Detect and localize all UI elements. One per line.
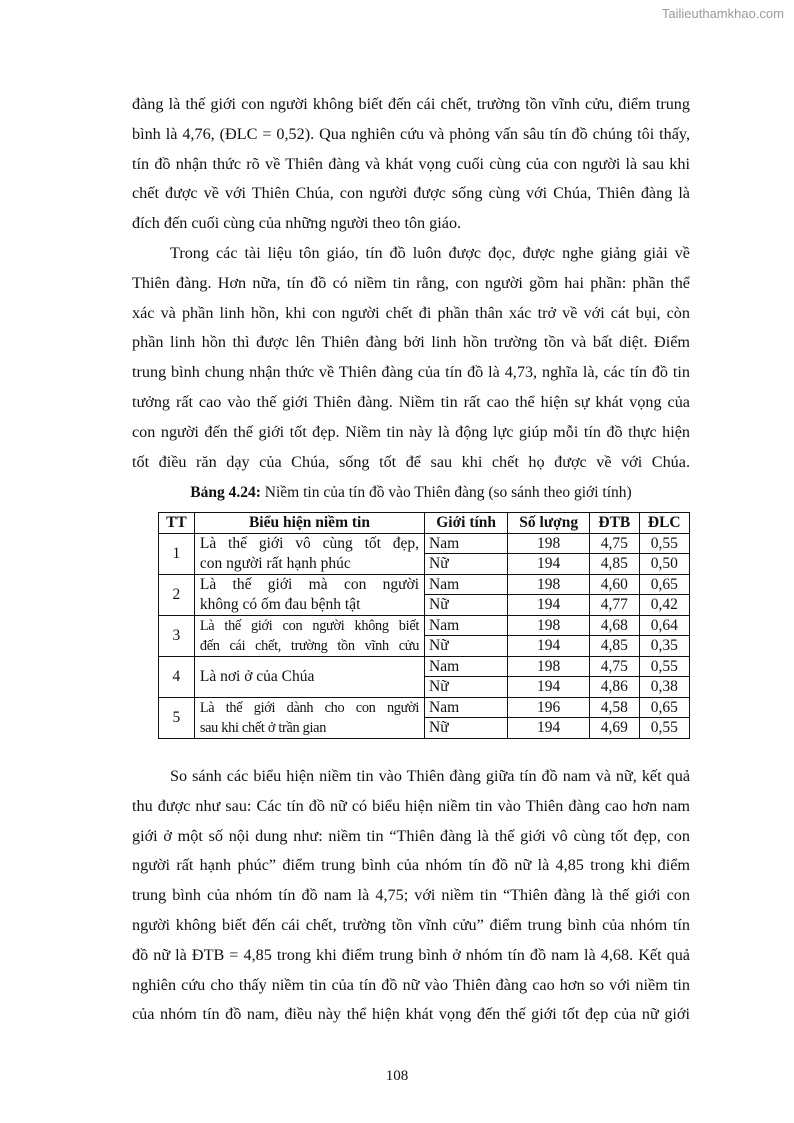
text-line: giới ở một số nội dung như: niềm tin “Thiên đàng là thế giới vô cùng tốt đẹp, con [132, 826, 690, 845]
column-header: Biểu hiện niềm tin [194, 513, 424, 534]
description-line: đến cái chết, trường tồn vĩnh cửu [199, 637, 420, 654]
row-number: 3 [159, 615, 195, 656]
paragraph-2 [132, 239, 690, 477]
gender-cell: Nữ [425, 718, 508, 739]
table-row [159, 697, 690, 718]
mean-score-cell: 4,58 [590, 697, 639, 718]
text-line: Trong các tài liệu tôn giáo, tín đồ luôn được đọc, được nghe giảng giải về [170, 244, 690, 262]
column-header: ĐTB [590, 513, 639, 534]
std-dev-cell: 0,42 [639, 595, 689, 616]
mean-score-cell: 4,77 [590, 595, 639, 616]
gender-cell: Nữ [425, 677, 508, 698]
count-cell: 196 [508, 697, 590, 718]
table-caption [132, 484, 690, 502]
row-number: 2 [159, 574, 195, 615]
paragraph-3 [132, 762, 690, 1030]
text-line: nghiên cứu cho thấy niềm tin của tín đồ nữ vào Thiên đàng cao hơn so với niềm tin [132, 975, 690, 994]
count-cell: 194 [508, 554, 590, 575]
std-dev-cell: 0,55 [639, 533, 689, 554]
description-line: Là thế giới mà con người [199, 575, 420, 593]
text-line: của nhóm tín đồ nam, điều này thể hiện khát vọng đến thế giới tốt đẹp của nữ giới [132, 1005, 690, 1024]
text-line: tưởng rất cao vào thế giới Thiên đàng. Niềm tin rất cao thể hiện sự khát vọng của [132, 392, 690, 411]
caption-label: Bảng 4.24: [190, 484, 261, 501]
std-dev-cell: 0,55 [639, 656, 689, 677]
watermark: Tailieuthamkhao.com [661, 6, 784, 21]
table-header-row [159, 513, 690, 534]
std-dev-cell: 0,65 [639, 697, 689, 718]
mean-score-cell: 4,60 [590, 574, 639, 595]
belief-description [194, 533, 424, 574]
description-line: Là thế giới con người không biết [199, 617, 420, 634]
count-cell: 198 [508, 574, 590, 595]
paragraph-1 [132, 90, 690, 239]
column-header: Số lượng [508, 513, 590, 534]
caption-text: Niềm tin của tín đồ vào Thiên đàng (so sánh theo giới tính) [260, 484, 632, 501]
row-number: 1 [159, 533, 195, 574]
text-line: thu được như sau: Các tín đồ nữ có biểu hiện niềm tin vào Thiên đàng cao hơn nam [132, 796, 690, 815]
text-line: phần linh hồn thì được lên Thiên đàng bởi linh hồn trường tồn và bất diệt. Điểm [132, 333, 690, 352]
text-line: đồ nữ là ĐTB = 4,85 trong khi điểm trung bình ở nhóm tín đồ nam là 4,68. Kết quả [132, 945, 690, 964]
text-line: người không biết đến cái chết, trường tồn vĩnh cửu” điểm trung bình của nhóm tín [132, 915, 690, 934]
count-cell: 198 [508, 533, 590, 554]
text-line: Thiên đàng. Hơn nữa, tín đồ có niềm tin rằng, con người gồm hai phần: phần thể [132, 273, 690, 292]
gender-cell: Nam [425, 697, 508, 718]
std-dev-cell: 0,64 [639, 615, 689, 636]
mean-score-cell: 4,85 [590, 636, 639, 657]
text-line: trung bình của nhóm tín đồ nam là 4,75; với niềm tin “Thiên đàng là thế giới con [132, 886, 690, 905]
text-line: con người đến thế giới tốt đẹp. Niềm tin này là động lực giúp mỗi tín đồ thực hiện [132, 422, 690, 441]
column-header: Giới tính [425, 513, 508, 534]
table-row [159, 533, 690, 554]
text-line: bình là 4,76, (ĐLC = 0,52). Qua nghiên cứu và phỏng vấn sâu tín đồ chúng tôi thấy, [132, 124, 690, 143]
count-cell: 194 [508, 677, 590, 698]
table-row [159, 656, 690, 677]
column-header: ĐLC [639, 513, 689, 534]
table-row [159, 615, 690, 636]
gender-cell: Nam [425, 656, 508, 677]
text-line: xác và phần linh hồn, khi con người chết đi phần thân xác trở về với cát bụi, còn [132, 303, 690, 322]
count-cell: 198 [508, 615, 590, 636]
text-line: đàng là thế giới con người không biết đến cái chết, trường tồn vĩnh cửu, điểm trung [132, 95, 690, 113]
text-line: tín đồ nhận thức rõ về Thiên đàng và khát vọng cuối cùng của con người là sau khi [132, 154, 690, 173]
count-cell: 194 [508, 718, 590, 739]
table-row [159, 574, 690, 595]
description-line: Là thế giới vô cùng tốt đẹp, [199, 534, 420, 552]
count-cell: 194 [508, 595, 590, 616]
mean-score-cell: 4,75 [590, 656, 639, 677]
std-dev-cell: 0,50 [639, 554, 689, 575]
column-header: TT [159, 513, 195, 534]
mean-score-cell: 4,85 [590, 554, 639, 575]
gender-cell: Nam [425, 574, 508, 595]
mean-score-cell: 4,75 [590, 533, 639, 554]
gender-cell: Nam [425, 533, 508, 554]
gender-cell: Nam [425, 615, 508, 636]
std-dev-cell: 0,35 [639, 636, 689, 657]
description-line: không có ốm đau bệnh tật [199, 595, 361, 613]
std-dev-cell: 0,55 [639, 718, 689, 739]
text-line: So sánh các biểu hiện niềm tin vào Thiên đàng giữa tín đồ nam và nữ, kết quả [170, 767, 690, 785]
mean-score-cell: 4,68 [590, 615, 639, 636]
mean-score-cell: 4,69 [590, 718, 639, 739]
description-line: Là thế giới dành cho con người [199, 699, 420, 716]
count-cell: 194 [508, 636, 590, 657]
data-table [158, 512, 690, 739]
text-line: trung bình chung nhận thức về Thiên đàng của tín đồ là 4,73, nghĩa là, các tín đồ tin [132, 363, 690, 382]
std-dev-cell: 0,65 [639, 574, 689, 595]
gender-cell: Nữ [425, 595, 508, 616]
belief-description [194, 656, 424, 697]
page-number: 108 [385, 1068, 409, 1084]
description-line: con người rất hạnh phúc [199, 554, 351, 572]
text-line: chết được về với Thiên Chúa, con người được sống cùng với Chúa, Thiên đàng là [132, 184, 690, 203]
description-line: sau khi chết ở trần gian [199, 719, 327, 736]
belief-description [194, 574, 424, 615]
belief-description [194, 697, 424, 738]
text-line: tốt điều răn dạy của Chúa, sống tốt để sau khi chết họ được về với Chúa. [132, 452, 690, 471]
gender-cell: Nữ [425, 636, 508, 657]
text-line: người rất hạnh phúc” điểm trung bình của nhóm tín đồ nữ là 4,85 trong khi điểm [132, 856, 690, 875]
row-number: 4 [159, 656, 195, 697]
description-line: Là nơi ở của Chúa [199, 667, 315, 685]
row-number: 5 [159, 697, 195, 738]
gender-cell: Nữ [425, 554, 508, 575]
std-dev-cell: 0,38 [639, 677, 689, 698]
belief-description [194, 615, 424, 656]
text-line: đích đến cuối cùng của những người theo tôn giáo. [132, 214, 462, 233]
count-cell: 198 [508, 656, 590, 677]
mean-score-cell: 4,86 [590, 677, 639, 698]
